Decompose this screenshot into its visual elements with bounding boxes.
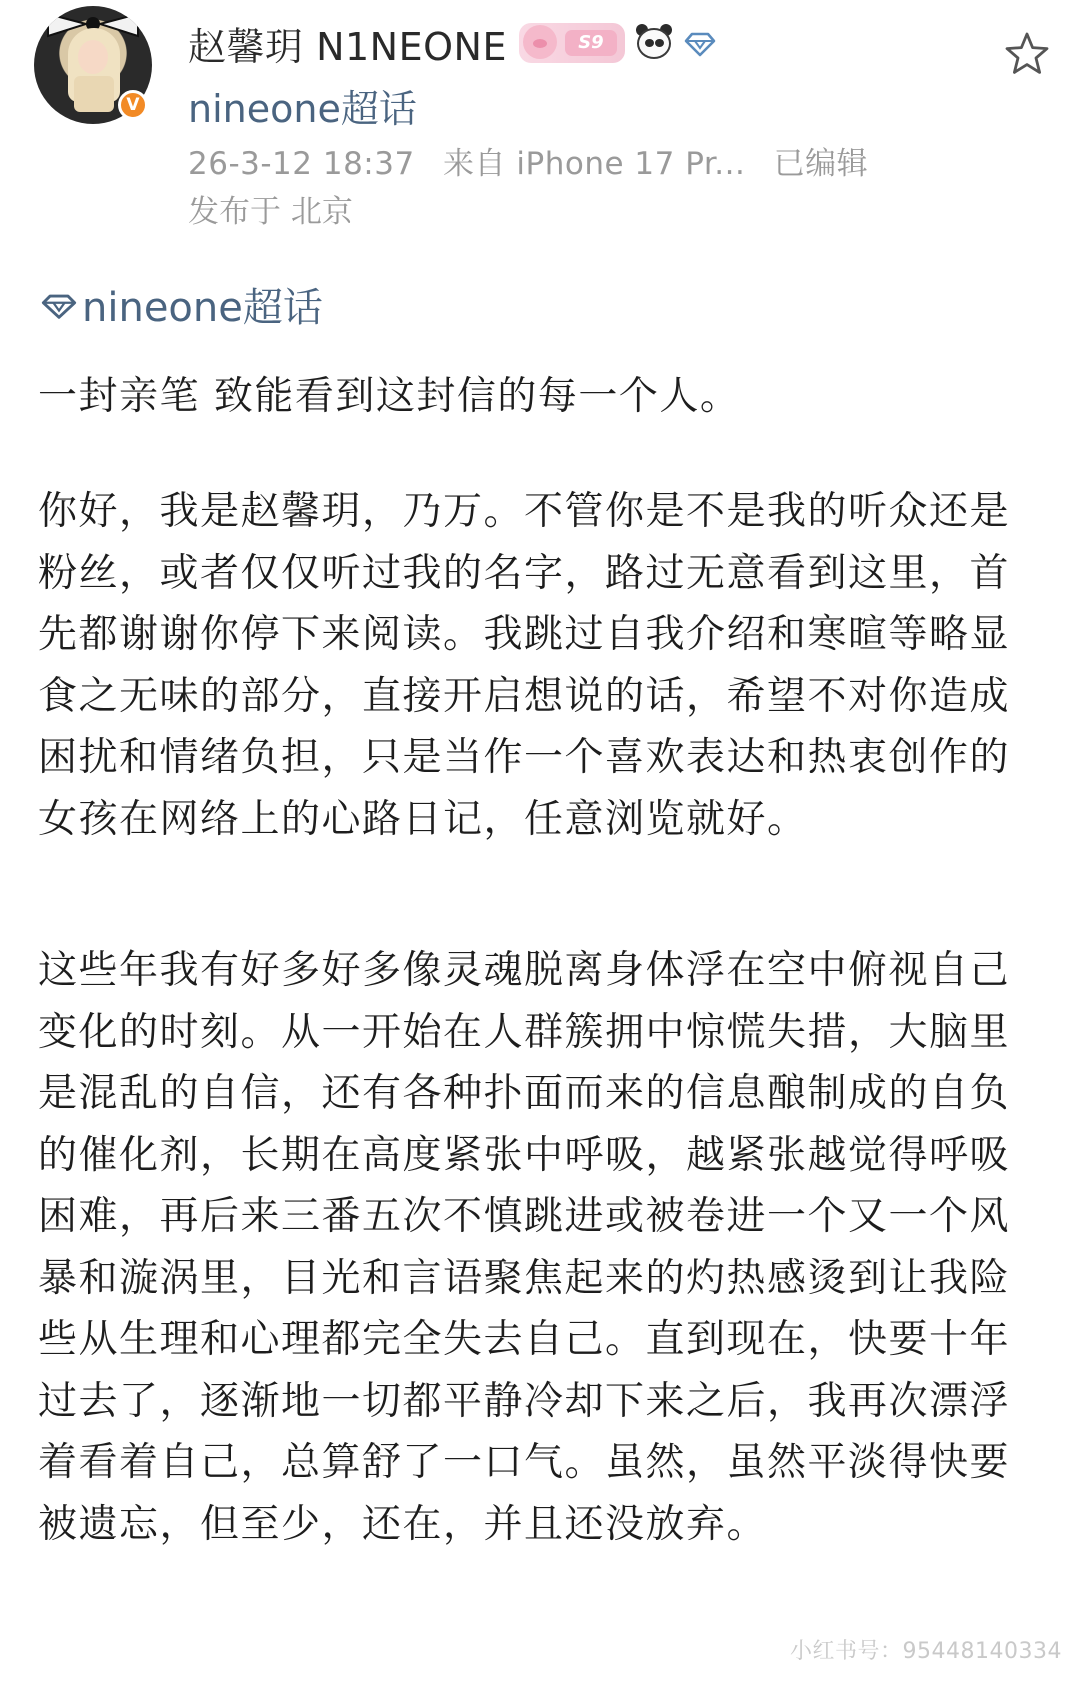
diamond-topic-icon [40, 286, 78, 324]
member-badge[interactable] [519, 23, 625, 63]
topic-tag[interactable] [40, 276, 323, 333]
post-paragraph-3: 这些年我有好多好多像灵魂脱离身体浮在空中俯视自己变化的时刻。从一开始在人群簇拥中惊慌失措，大脑里是混乱的自信，还有各种扑面而来的信息酿制成的自负的催化剂，长期在高度紧张中呼吸，越紧张越觉得呼吸困难，再后来三番五次不慎跳进或被卷进一个又一个风暴和漩涡里，目光和言语聚焦起来的灼热感烫到让我险些从生理和心理都完全失去自己。直到现在，快要十年过去了，逐渐地一切都平静冷却下来之后，我再次漂浮着看着自己，总算舒了一口气。虽然，虽然平淡得快要被遗忘，但至少，还在，并且还没放弃。 [38, 948, 1011, 1547]
verified-icon: V [118, 90, 148, 120]
post-location: 发布于 北京 [188, 194, 353, 230]
post-paragraph-2: 你好，我是赵馨玥，乃万。不管你是不是我的听众还是粉丝，或者仅仅听过我的名字，路过无意看到这里，首先都谢谢你停下来阅读。我跳过自我介绍和寒暄等略显食之无味的部分，直接开启想说的话，希望不对你造成困扰和情绪负担，只是当作一个喜欢表达和热衷创作的女孩在网络上的心路日记，任意浏览就好。 [38, 489, 1011, 842]
star-icon[interactable] [1003, 30, 1051, 78]
post-paragraph-1: 一封亲笔 致能看到这封信的每一个人。 [38, 374, 741, 419]
watermark: 小红书号：95448140334 [790, 1639, 1062, 1664]
post-source: 来自 iPhone 17 Pr... [443, 146, 746, 182]
post-meta [188, 138, 886, 183]
diamond-icon[interactable] [683, 26, 717, 60]
panda-icon [635, 24, 673, 62]
badge-label: S9 [565, 30, 617, 56]
supertopic-link[interactable]: nineone超话 [188, 87, 417, 131]
edited-label[interactable]: 已编辑 [773, 146, 869, 182]
topic-tag-label: nineone超话 [82, 285, 323, 331]
author-name[interactable]: 赵馨玥 N1NEONE [188, 24, 507, 69]
post-timestamp: 26-3-12 18:37 [188, 146, 415, 182]
